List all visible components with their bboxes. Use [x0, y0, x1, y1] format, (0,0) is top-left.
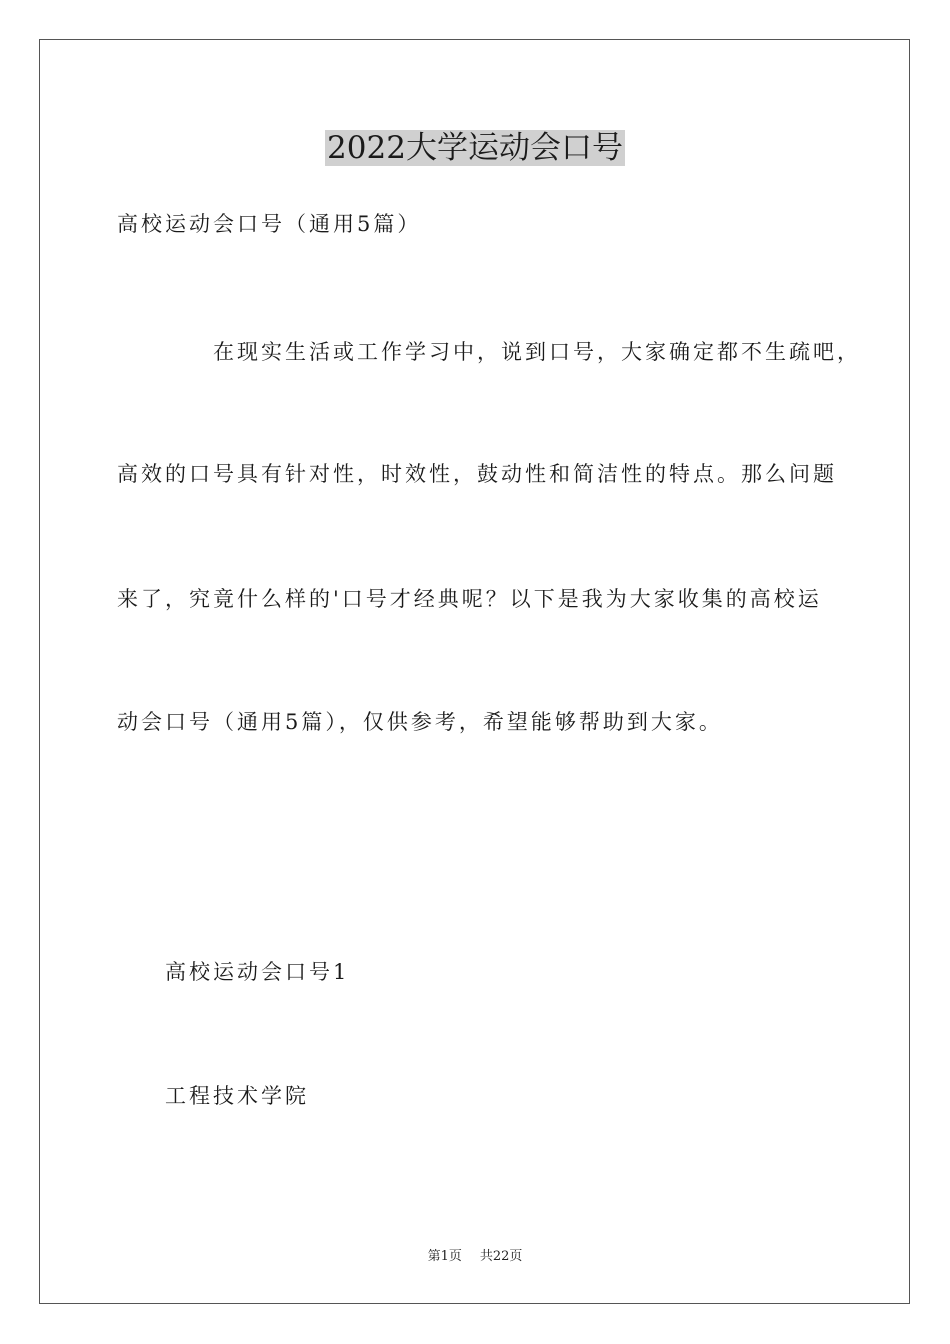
page-total: 共22页: [479, 1249, 523, 1264]
intro-line-2: 高效的口号具有针对性，时效性，鼓动性和简洁性的特点。那么问题: [117, 462, 837, 486]
intro-line-4: 动会口号（通用5篇），仅供参考，希望能够帮助到大家。: [117, 710, 723, 734]
page-footer: [0, 1248, 950, 1266]
section-heading: 高校运动会口号1: [165, 960, 350, 984]
intro-line-3: 来了，究竟什么样的'口号才经典呢？以下是我为大家收集的高校运: [117, 587, 822, 611]
document-subtitle: 高校运动会口号（通用5篇）: [117, 212, 422, 236]
page-number: 第1页: [427, 1249, 462, 1264]
document-title: [0, 128, 950, 168]
intro-line-1: 在现实生活或工作学习中，说到口号，大家确定都不生疏吧，: [213, 340, 861, 364]
document-title-text: 2022大学运动会口号: [327, 130, 623, 166]
section-subheading: 工程技术学院: [165, 1084, 309, 1108]
